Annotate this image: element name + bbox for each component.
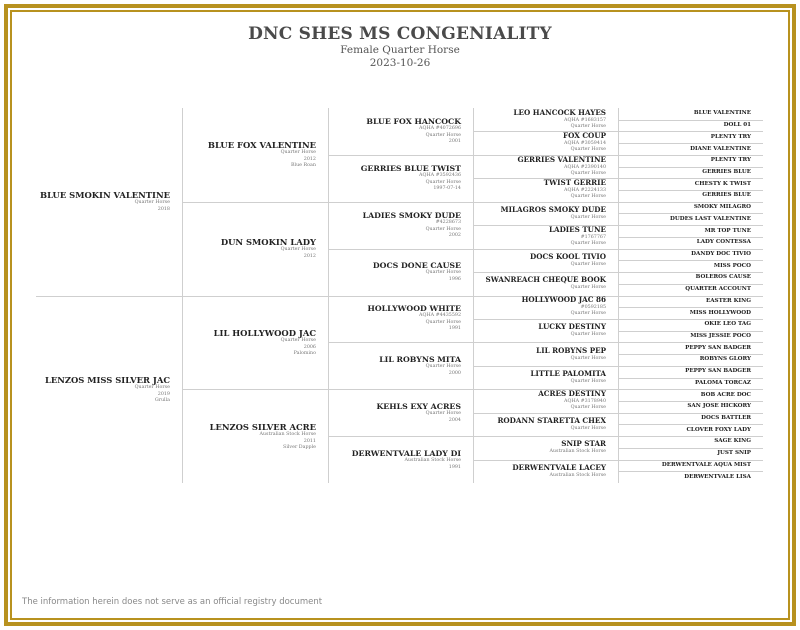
gen3-separator <box>328 202 473 203</box>
ancestor-detail: Grulla <box>154 398 170 404</box>
gen5-separator <box>618 190 763 191</box>
ancestor-detail: #0592185 <box>580 304 606 310</box>
ancestor-detail: Australian Stock Horse <box>549 448 606 454</box>
ancestor-detail: 1996 <box>448 276 461 282</box>
gen4-separator <box>473 413 618 414</box>
ancestor-gen3 <box>330 402 461 424</box>
gen5-separator <box>618 296 763 297</box>
ancestor-detail: AQHA #3592436 <box>419 173 461 179</box>
ancestor-detail: #1767767 <box>580 234 606 240</box>
ancestor-name: BLUE VALENTINE <box>693 110 751 116</box>
ancestor-gen5 <box>620 110 751 117</box>
ancestor-detail: Quarter Horse <box>570 378 606 384</box>
gen4-separator <box>473 272 618 273</box>
ancestor-detail: 2002 <box>448 233 461 239</box>
ancestor-name: PEPPY SAN BADGER <box>685 368 751 374</box>
gen1-separator-extended <box>36 296 182 297</box>
ancestor-name: LITTLE PALOMITA <box>530 369 606 378</box>
ancestor-gen5 <box>620 474 751 481</box>
gen5-separator <box>618 202 763 203</box>
ancestor-gen5 <box>620 169 751 176</box>
ancestor-detail: AQHA #4072696 <box>419 126 461 132</box>
ancestor-name: DIANE VALENTINE <box>690 146 751 152</box>
ancestor-detail: 1997-07-14 <box>433 186 461 192</box>
ancestor-name: SAN JOSE HICKORY <box>687 403 751 409</box>
ancestor-name: EASTER KING <box>705 298 751 304</box>
ancestor-detail: AQHA #3059414 <box>564 140 606 146</box>
gen5-separator <box>618 413 763 414</box>
ancestor-gen5 <box>620 192 751 199</box>
ancestor-name: DERWENTVALE LISA <box>684 474 751 480</box>
ancestor-gen5 <box>620 345 751 352</box>
gen5-separator <box>618 120 763 121</box>
gen2-separator <box>182 296 328 297</box>
gen3-separator <box>328 249 473 250</box>
gen4-separator <box>473 249 618 250</box>
ancestor-name: SMOKY MILAGRO <box>693 204 751 210</box>
ancestor-gen4 <box>475 132 606 154</box>
ancestor-gen5 <box>620 263 751 270</box>
ancestor-detail: Quarter Horse <box>425 364 461 370</box>
ancestor-name: BOLEROS CAUSE <box>695 274 751 280</box>
ancestor-name: TWIST GERRIE <box>543 178 606 187</box>
ancestor-name: GERRIES BLUE <box>702 192 751 198</box>
ancestor-name: BLUE FOX HANCOCK <box>366 117 461 126</box>
ancestor-name: SNIP STAR <box>561 439 606 448</box>
ancestor-gen5 <box>620 310 751 317</box>
ancestor-detail: Quarter Horse <box>425 319 461 325</box>
gen4-separator <box>473 202 618 203</box>
disclaimer-text: The information herein does not serve as an official registry document <box>22 597 323 607</box>
ancestor-detail: Silver Dapple <box>283 445 316 451</box>
horse-name-title: DNC SHES MS CONGENIALITY <box>248 24 552 44</box>
ancestor-name: KEHLS EXY ACRES <box>376 402 461 411</box>
ancestor-detail: 2000 <box>448 370 461 376</box>
ancestor-name: MR TOP TUNE <box>704 228 751 234</box>
ancestor-gen2 <box>184 328 316 357</box>
gen5-separator <box>618 448 763 449</box>
ancestor-gen5 <box>620 333 751 340</box>
ancestor-gen4 <box>475 296 606 318</box>
ancestor-name: MISS POCO <box>713 263 751 269</box>
ancestor-gen5 <box>620 274 751 281</box>
ancestor-name: DERWENTVALE LACEY <box>512 463 606 472</box>
gen4-separator <box>473 436 618 437</box>
ancestor-detail: 2006 <box>303 344 316 350</box>
horse-description: Female Quarter Horse <box>340 44 460 56</box>
ancestor-gen3 <box>330 261 461 283</box>
ancestor-name: PEPPY SAN BADGER <box>685 345 751 351</box>
ancestor-name: DOCS KOOL TIVIO <box>530 252 606 261</box>
ancestor-name: DOLL 01 <box>723 122 751 128</box>
ancestor-name: DERWENTVALE LADY DI <box>351 449 461 458</box>
gen4-separator <box>473 319 618 320</box>
ancestor-gen4 <box>475 390 606 412</box>
ancestor-gen4 <box>475 323 606 338</box>
ancestor-name: CHESTY K TWIST <box>694 181 751 187</box>
ancestor-name: PALOMA TORCAZ <box>695 380 751 386</box>
ancestor-gen5 <box>620 427 751 434</box>
gen5-separator <box>618 389 763 390</box>
ancestor-detail: Palomino <box>293 351 316 357</box>
ancestor-gen5 <box>620 122 751 129</box>
gen5-separator <box>618 213 763 214</box>
ancestor-gen5 <box>620 415 751 422</box>
ancestor-detail: AQHA #3178940 <box>564 398 606 404</box>
ancestor-gen5 <box>620 228 751 235</box>
ancestor-name: CLOVER FOXY LADY <box>686 427 751 433</box>
ancestor-gen4 <box>475 206 606 221</box>
ancestor-gen5 <box>620 403 751 410</box>
ancestor-detail: 2004 <box>448 417 461 423</box>
ancestor-gen4 <box>475 226 606 248</box>
gen3-separator <box>328 436 473 437</box>
ancestor-detail: 2011 <box>303 438 316 444</box>
ancestor-detail: Quarter Horse <box>570 194 606 200</box>
gen2-separator <box>182 202 328 203</box>
ancestor-detail: 1991 <box>448 326 461 332</box>
ancestor-detail: Quarter Horse <box>570 171 606 177</box>
ancestor-detail: Quarter Horse <box>570 405 606 411</box>
ancestor-detail: Quarter Horse <box>280 338 316 344</box>
ancestor-detail: 2019 <box>157 391 170 397</box>
ancestor-detail: Quarter Horse <box>425 270 461 276</box>
ancestor-detail: Quarter Horse <box>280 247 316 253</box>
ancestor-name: DANDY DOC TIVIO <box>691 251 751 257</box>
ancestor-detail: Quarter Horse <box>134 385 170 391</box>
gen5-separator <box>618 260 763 261</box>
gen5-separator <box>618 167 763 168</box>
ancestor-gen4 <box>475 276 606 291</box>
ancestor-gen2 <box>184 140 316 169</box>
ancestor-name: JUST SNIP <box>717 450 751 456</box>
gen5-separator <box>618 237 763 238</box>
gen5-separator <box>618 378 763 379</box>
ancestor-detail: 2012 <box>303 253 316 259</box>
ancestor-name: DUN SMOKIN LADY <box>220 237 316 247</box>
ancestor-name: HOLLYWOOD WHITE <box>367 304 461 313</box>
gen4-separator <box>473 460 618 461</box>
ancestor-gen5 <box>620 462 751 469</box>
gen5-separator <box>618 225 763 226</box>
ancestor-name: FOX COUP <box>563 131 606 140</box>
ancestor-detail: Quarter Horse <box>570 284 606 290</box>
ancestor-name: LADY CONTESSA <box>696 239 751 245</box>
ancestor-gen5 <box>620 298 751 305</box>
ancestor-name: ROBYNS GLORY <box>699 356 751 362</box>
ancestor-name: LIL ROBYNS PEP <box>536 346 606 355</box>
ancestor-detail: Blue Roan <box>291 163 316 169</box>
ancestor-gen3 <box>330 449 461 471</box>
ancestor-name: LENZOS SILVER ACRE <box>209 422 316 432</box>
gen5-separator <box>618 354 763 355</box>
ancestor-name: MISS HOLLYWOOD <box>689 310 751 316</box>
ancestor-gen3 <box>330 211 461 240</box>
ancestor-name: HOLLYWOOD JAC 86 <box>521 295 606 304</box>
ancestor-detail: AQHA #4435592 <box>419 313 461 319</box>
ancestor-name: DOCS DONE CAUSE <box>372 261 461 270</box>
ancestor-name: SAGE KING <box>714 438 751 444</box>
ancestor-detail: Quarter Horse <box>425 226 461 232</box>
ancestor-detail: AQHA #2390140 <box>564 164 606 170</box>
ancestor-gen5 <box>620 204 751 211</box>
ancestor-gen5 <box>620 321 751 328</box>
ancestor-detail: Quarter Horse <box>570 214 606 220</box>
ancestor-name: LUCKY DESTINY <box>538 322 606 331</box>
ancestor-gen4 <box>475 417 606 432</box>
gen3-separator <box>328 389 473 390</box>
ancestor-gen3 <box>330 164 461 193</box>
ancestor-detail: Australian Stock Horse <box>259 432 316 438</box>
ancestor-name: DERWENTVALE AQUA MIST <box>661 462 751 468</box>
ancestor-gen5 <box>620 450 751 457</box>
ancestor-detail: Quarter Horse <box>570 261 606 267</box>
ancestor-detail: Quarter Horse <box>570 425 606 431</box>
ancestor-detail: Quarter Horse <box>425 411 461 417</box>
ancestor-detail: Quarter Horse <box>570 311 606 317</box>
gen5-separator <box>618 284 763 285</box>
ancestor-detail: Quarter Horse <box>570 355 606 361</box>
ancestor-name: BOB ACRE DOC <box>700 392 751 398</box>
gen5-separator <box>618 307 763 308</box>
ancestor-detail: Australian Stock Horse <box>549 472 606 478</box>
ancestor-detail: AQHA #2224133 <box>564 187 606 193</box>
gen5-separator <box>618 272 763 273</box>
ancestor-name: LIL HOLLYWOOD JAC <box>213 328 316 338</box>
ancestor-gen5 <box>620 134 751 141</box>
ancestor-detail: Quarter Horse <box>134 200 170 206</box>
ancestor-gen5 <box>620 286 751 293</box>
gen5-separator <box>618 366 763 367</box>
ancestor-name: GERRIES BLUE <box>702 169 751 175</box>
gen3-separator <box>328 155 473 156</box>
gen4-separator <box>473 342 618 343</box>
ancestor-gen5 <box>620 216 751 223</box>
ancestor-gen2 <box>184 237 316 260</box>
ancestor-gen4 <box>475 179 606 201</box>
ancestor-gen5 <box>620 181 751 188</box>
ancestor-gen5 <box>620 251 751 258</box>
ancestor-gen4 <box>475 109 606 131</box>
ancestor-name: DOCS BATTLER <box>701 415 751 421</box>
ancestor-detail: Quarter Horse <box>570 241 606 247</box>
ancestor-gen5 <box>620 392 751 399</box>
ancestor-gen5 <box>620 356 751 363</box>
ancestor-name: LIL ROBYNS MITA <box>379 355 461 364</box>
ancestor-detail: Quarter Horse <box>425 179 461 185</box>
ancestor-name: GERRIES VALENTINE <box>517 155 606 164</box>
ancestor-gen5 <box>620 380 751 387</box>
ancestor-detail: #4228673 <box>435 220 461 226</box>
ancestor-gen3 <box>330 355 461 377</box>
gen5-separator <box>618 342 763 343</box>
pedigree-date: 2023-10-26 <box>369 57 431 69</box>
gen5-separator <box>618 131 763 132</box>
ancestor-name: SWANREACH CHEQUE BOOK <box>485 275 606 284</box>
ancestor-name: DUDES LAST VALENTINE <box>670 216 751 222</box>
ancestor-name: BLUE SMOKIN VALENTINE <box>40 190 170 200</box>
gen3-separator <box>328 342 473 343</box>
ancestor-name: MISS JESSIE POCO <box>690 333 751 339</box>
gen2-separator <box>182 389 328 390</box>
gen4-separator <box>473 366 618 367</box>
gen5-separator <box>618 319 763 320</box>
gen5-separator <box>618 424 763 425</box>
ancestor-detail: Quarter Horse <box>425 132 461 138</box>
ancestor-name: ACRES DESTINY <box>538 389 606 398</box>
ancestor-gen5 <box>620 368 751 375</box>
gen3-separator <box>328 296 473 297</box>
ancestor-detail: 2001 <box>448 139 461 145</box>
ancestor-detail: Australian Stock Horse <box>404 458 461 464</box>
ancestor-gen4 <box>475 347 606 362</box>
gen5-separator <box>618 178 763 179</box>
ancestor-gen4 <box>475 370 606 385</box>
ancestor-gen5 <box>620 146 751 153</box>
ancestor-gen3 <box>330 304 461 333</box>
ancestor-name: PLENTY TRY <box>710 157 751 163</box>
gen5-separator <box>618 401 763 402</box>
ancestor-gen5 <box>620 157 751 164</box>
gen5-separator <box>618 155 763 156</box>
ancestor-name: LEO HANCOCK HAYES <box>513 108 606 117</box>
ancestor-detail: Quarter Horse <box>280 150 316 156</box>
ancestor-gen4 <box>475 156 606 178</box>
ancestor-detail: Quarter Horse <box>570 124 606 130</box>
ancestor-name: QUARTER ACCOUNT <box>685 286 751 292</box>
ancestor-name: PLENTY TRY <box>710 134 751 140</box>
ancestor-name: LENZOS MISS SILVER JAC <box>44 375 170 385</box>
gen5-separator <box>618 331 763 332</box>
ancestor-gen5 <box>620 239 751 246</box>
ancestor-name: BLUE FOX VALENTINE <box>207 140 316 150</box>
ancestor-name: LADIES SMOKY DUDE <box>362 211 461 220</box>
ancestor-name: GERRIES BLUE TWIST <box>360 164 461 173</box>
gen5-separator <box>618 143 763 144</box>
ancestor-detail: AQHA #1683157 <box>564 117 606 123</box>
ancestor-gen4 <box>475 440 606 455</box>
gen5-separator <box>618 436 763 437</box>
ancestor-name: OKIE LEO TAG <box>704 321 751 327</box>
gen5-separator <box>618 249 763 250</box>
gen5-separator <box>618 460 763 461</box>
ancestor-gen4 <box>475 253 606 268</box>
ancestor-detail: 1991 <box>448 464 461 470</box>
ancestor-detail: 2018 <box>157 206 170 212</box>
ancestor-name: MILAGROS SMOKY DUDE <box>500 205 606 214</box>
ancestor-detail: 2012 <box>303 156 316 162</box>
ancestor-name: RODANN STARETTA CHEX <box>497 416 606 425</box>
ancestor-gen1 <box>38 375 170 404</box>
ancestor-detail: Quarter Horse <box>570 147 606 153</box>
ancestor-gen3 <box>330 117 461 146</box>
ancestor-gen1 <box>38 190 170 213</box>
gen5-separator <box>618 471 763 472</box>
ancestor-gen2 <box>184 422 316 451</box>
ancestor-name: LADIES TUNE <box>548 225 606 234</box>
ancestor-gen5 <box>620 438 751 445</box>
ancestor-detail: Quarter Horse <box>570 331 606 337</box>
ancestor-gen4 <box>475 464 606 479</box>
